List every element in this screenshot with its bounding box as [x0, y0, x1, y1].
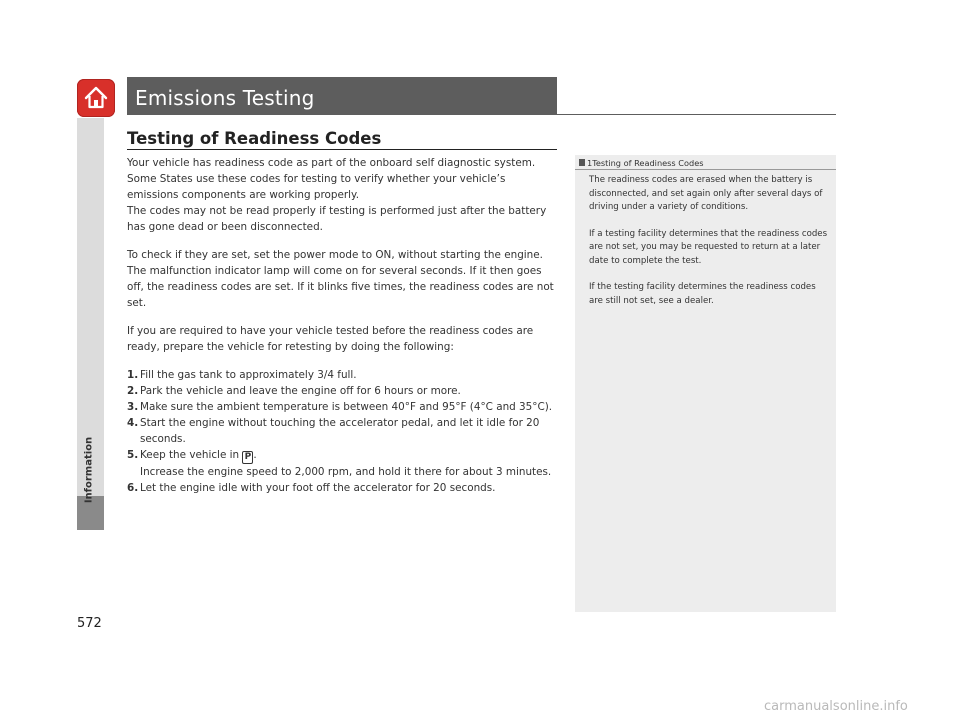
- step-item: [127, 480, 559, 496]
- step-item: [127, 383, 559, 399]
- step-text: Make sure the ambient temperature is between 40°F and 95°F (4°C and 35°C).: [140, 401, 553, 413]
- side-tab-label: [82, 436, 96, 504]
- section-title: Emissions Testing: [135, 86, 315, 110]
- sidebar-paragraph: The readiness codes are erased when the battery is disconnected, and set again only after several days of driving under a variety of conditions.: [589, 175, 823, 212]
- step-text: Fill the gas tank to approximately 3/4 full.: [140, 369, 357, 381]
- sidebar-paragraph: If a testing facility determines that the readiness codes are not set, you may be requested to return at a later date to complete the test.: [589, 228, 828, 266]
- sidebar-title-text: Testing of Readiness Codes: [592, 158, 704, 168]
- note-marker-icon: [579, 159, 585, 166]
- heading-rule: [127, 149, 557, 150]
- sidebar-paragraph: If the testing facility determines the readiness codes are still not set, see a dealer.: [589, 282, 816, 306]
- park-key-icon: P: [242, 451, 253, 464]
- home-button[interactable]: [77, 79, 115, 117]
- home-icon: [82, 84, 110, 112]
- step-text: Keep the vehicle in: [140, 449, 243, 461]
- step-text: Start the engine without touching the accelerator pedal, and let it idle for 20 seconds.: [140, 417, 540, 445]
- sidebar-body: [589, 174, 829, 308]
- page-heading: Testing of Readiness Codes: [127, 129, 382, 148]
- paragraph: Your vehicle has readiness code as part of the onboard self diagnostic system. Some States use these codes for testing to verify whether your vehicle’s emissions components are working properly.: [127, 157, 536, 201]
- step-item: [127, 447, 559, 480]
- step-text-continued: Increase the engine speed to 2,000 rpm, and hold it there for about 3 minutes.: [140, 466, 552, 478]
- paragraph: To check if they are set, set the power mode to ON, without starting the engine. The malfunction indicator lamp will come on for several seconds. If it then goes off, the readiness codes are set. If it blinks five times, the readiness codes are not set.: [127, 249, 554, 309]
- section-header: [127, 77, 557, 115]
- sidebar-title-mark: 1: [587, 158, 593, 168]
- sidebar-title: [579, 158, 704, 168]
- step-item: [127, 415, 559, 447]
- paragraph: If you are required to have your vehicle tested before the readiness codes are ready, prepare the vehicle for retesting by doing the following:: [127, 325, 534, 353]
- paragraph: The codes may not be read properly if testing is performed just after the battery has gone dead or been disconnected.: [127, 205, 547, 233]
- step-number: 5.: [127, 449, 139, 461]
- step-item: [127, 367, 559, 383]
- step-text: Park the vehicle and leave the engine off for 6 hours or more.: [140, 385, 461, 397]
- step-number: 3.: [127, 401, 139, 413]
- step-number: 1.: [127, 369, 139, 381]
- step-number: 4.: [127, 417, 139, 429]
- page-number: 572: [77, 616, 102, 631]
- sidebar-note: [575, 155, 836, 612]
- sidebar-rule: [575, 169, 836, 170]
- step-text: Let the engine idle with your foot off the accelerator for 20 seconds.: [140, 482, 496, 494]
- step-number: 2.: [127, 385, 139, 397]
- step-number: 6.: [127, 482, 139, 494]
- watermark: carmanualsonline.info: [764, 699, 908, 714]
- step-item: [127, 399, 559, 415]
- main-body: [127, 155, 559, 496]
- step-text-end: .: [253, 449, 257, 461]
- section-header-rule: [557, 114, 836, 115]
- side-tab-text: Information: [83, 436, 95, 504]
